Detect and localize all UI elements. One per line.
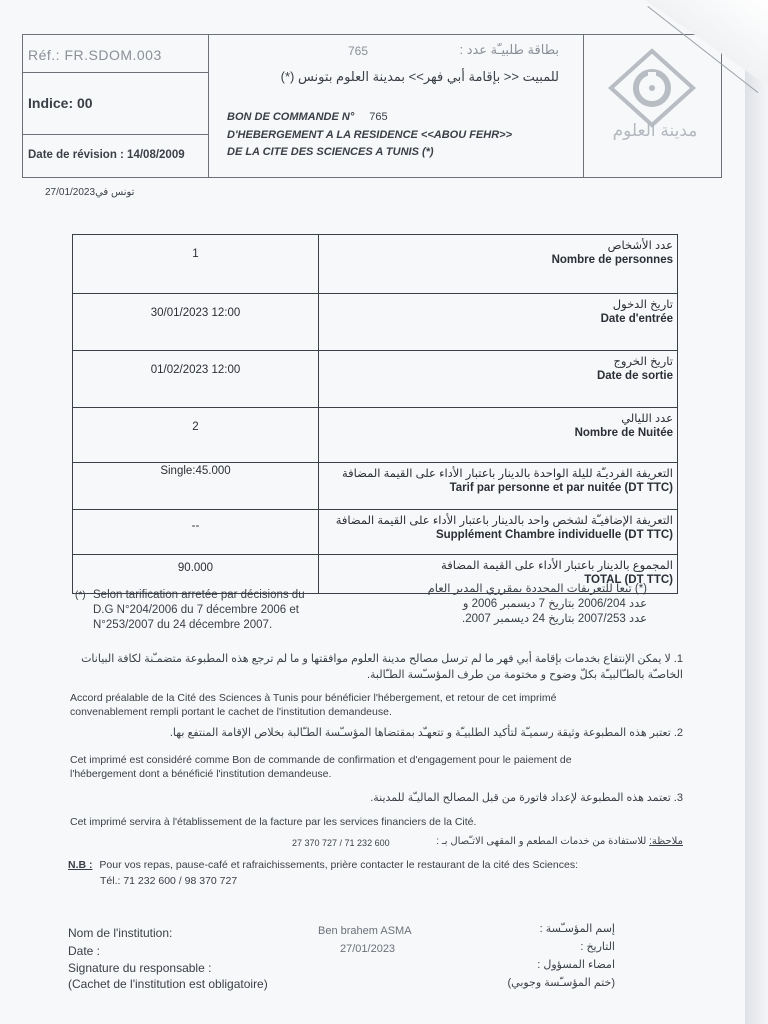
footnote-star: (*) [75,590,86,601]
row-value: 01/02/2023 12:00 [73,351,319,408]
date-label-ar: التاريخ : [580,941,615,953]
footnote-arabic [428,582,647,627]
clause-1-arabic [33,651,683,683]
french-title-line2: D'HEBERGEMENT A LA RESIDENCE <<ABOU FEHR>> [227,129,512,141]
revision-date: Date de révision : 14/08/2009 [28,149,185,161]
row-value: 30/01/2023 12:00 [73,294,319,351]
date-label: Date : [68,944,101,958]
place-date: تونس في27/01/2023 [45,187,135,198]
note-arabic [183,834,683,850]
row-label-fr: Date de sortie [596,370,673,382]
french-title-line3: DE LA CITE DES SCIENCES A TUNIS (*) [227,146,434,158]
footnote-line: عدد 2007/253 بتاريخ 24 ديسمبر 2007. [462,613,647,625]
table-row [73,510,678,555]
footnote-line: N°253/2007 du 24 décembre 2007. [93,619,273,631]
row-label-fr: Date d'entrée [600,313,673,325]
row-label-ar: التعريفة الفرديـّة لليلة الواحدة بالدينار باعتبار الأداء على القيمة المضافة [341,468,673,480]
footnote-french [75,588,305,633]
table-row [73,235,678,294]
footnote-line: D.G N°204/2006 du 7 décembre 2006 et [93,604,299,616]
footnote-line: عدد 2006/204 بتاريخ 7 ديسمبر 2006 و [462,598,647,610]
row-label-ar: التعريفة الإضافيـّة لشخص واحد بالدينار باعتبار الأداء على القيمة المضافة [335,515,673,527]
clause-3-arabic: 3. تعتمد هذه المطبوعة لإعداد فاتورة من قبل المصالح الماليـّة للمدينة. [370,792,683,804]
row-label-ar: عدد الأشخاص [607,240,673,252]
reference-code: Réf.: FR.SDOM.003 [28,47,162,63]
row-value: -- [73,510,319,555]
arabic-title-line2: للمبيت << بإقامة أبي فهر>> بمدينة العلوم بتونس (*) [280,69,559,84]
clause-2-arabic: 2. تعتبر هذه المطبوعة وثيقة رسميـّة لتأكيد الطلبيـّة و تتعهـّد بمقتضاها المؤسـّسة الطـّالبة بخلاص الإقامة المنتفع بها. [169,727,683,739]
row-value: 90.000 [73,555,319,594]
table-row [73,463,678,510]
row-value: Single:45.000 [73,463,319,510]
order-number: 765 [369,111,388,123]
clause-line: Cet imprimé est considéré comme Bon de commande de confirmation et d'engagement pour le paiement de [70,754,572,766]
note-text: للاستفادة من خدمات المطعم و المقهى الاتـّصال بـ : [436,836,647,847]
note-label: ملاحظة: [649,836,683,847]
document-header [22,34,722,178]
row-label-fr: Nombre de Nuitée [574,427,673,439]
index-number: Indice: 00 [28,95,93,111]
table-row [73,408,678,463]
table-row [73,351,678,408]
row-label-ar: عدد الليالي [621,413,673,425]
institution-label-ar: إسم المؤسـّسة : [539,923,615,935]
french-title-line1 [227,111,388,123]
row-value: 1 [73,235,319,294]
clause-line: 1. لا يمكن الإنتفاع بخدمات بإقامة أبي فهر ما لم ترسل مصالح مدينة العلوم موافقتها و ما لم ترجع هذه المطبوعة متضمـّنة لكافة البيانات [81,653,683,665]
clause-line: Accord préalable de la Cité des Sciences à Tunis pour bénéficier l'hébergement, et retour de cet imprimé [70,692,557,704]
arabic-title-line1: بطاقة طلبيـّة عدد : [459,42,559,57]
stamp-label: (Cachet de l'institution est obligatoire) [68,977,268,991]
institution-label: Nom de l'institution: [68,926,173,940]
row-label-ar: تاريخ الخروج [613,356,673,368]
page-edge [745,0,768,1024]
row-label-fr: Tarif par personne et par nuitée (DT TTC) [449,482,673,494]
signature-label-ar: امضاء المسؤول : [537,959,615,971]
arabic-order-number: 765 [348,44,369,58]
row-label-fr: Supplément Chambre individuelle (DT TTC) [435,529,673,541]
clause-line: l'hébergement dont a bénéficié l'institution demandeuse. [70,768,332,780]
stamp-label-ar: (ختم المؤسـّسة وجوبي) [507,977,615,989]
clause-1-french [70,691,556,719]
row-value: 2 [73,408,319,463]
order-title: BON DE COMMANDE N° [227,111,355,123]
date-value: 27/01/2023 [340,943,396,955]
nb-text: Pour vos repas, pause-café et rafraichissements, prière contacter le restaurant de la cité des Sciences: [99,859,578,871]
logo-text: مدينة العلوم [612,121,698,140]
signature-label: Signature du responsable : [68,961,212,975]
row-label-ar: المجموع بالدينار باعتبار الأداء على القيمة المضافة [441,560,673,572]
clause-3-french: Cet imprimé servira à l'établissement de la facture par les services financiers de la Cité. [70,816,477,828]
institution-value: Ben brahem ASMA [318,925,412,937]
clause-2-french [70,753,572,781]
nb-note [68,858,578,872]
row-label-fr: TOTAL (DT TTC) [584,574,673,586]
row-label-ar: تاريخ الدخول [612,299,673,311]
clause-line: الخاصـّة بالطـّالبيـّة بكلّ وضوح و مختومة من طرف المؤسـّسة الطـّالبة. [366,669,683,681]
nb-phones: Tél.: 71 232 600 / 98 370 727 [100,875,238,887]
booking-details-table [72,234,678,594]
nb-label: N.B : [68,859,93,871]
note-phones-arabic: 27 370 727 / 71 232 600 [292,838,390,848]
clause-line: convenablement rempli portant le cachet de l'institution demandeuse. [70,706,392,718]
footnote-line: Selon tarification arretée par décisions du [93,589,305,601]
footnote-line: (*) تبعا للتعريفات المحددة بمقرري المدير العام [427,583,647,595]
row-label-fr: Nombre de personnes [551,254,673,266]
table-row [73,294,678,351]
